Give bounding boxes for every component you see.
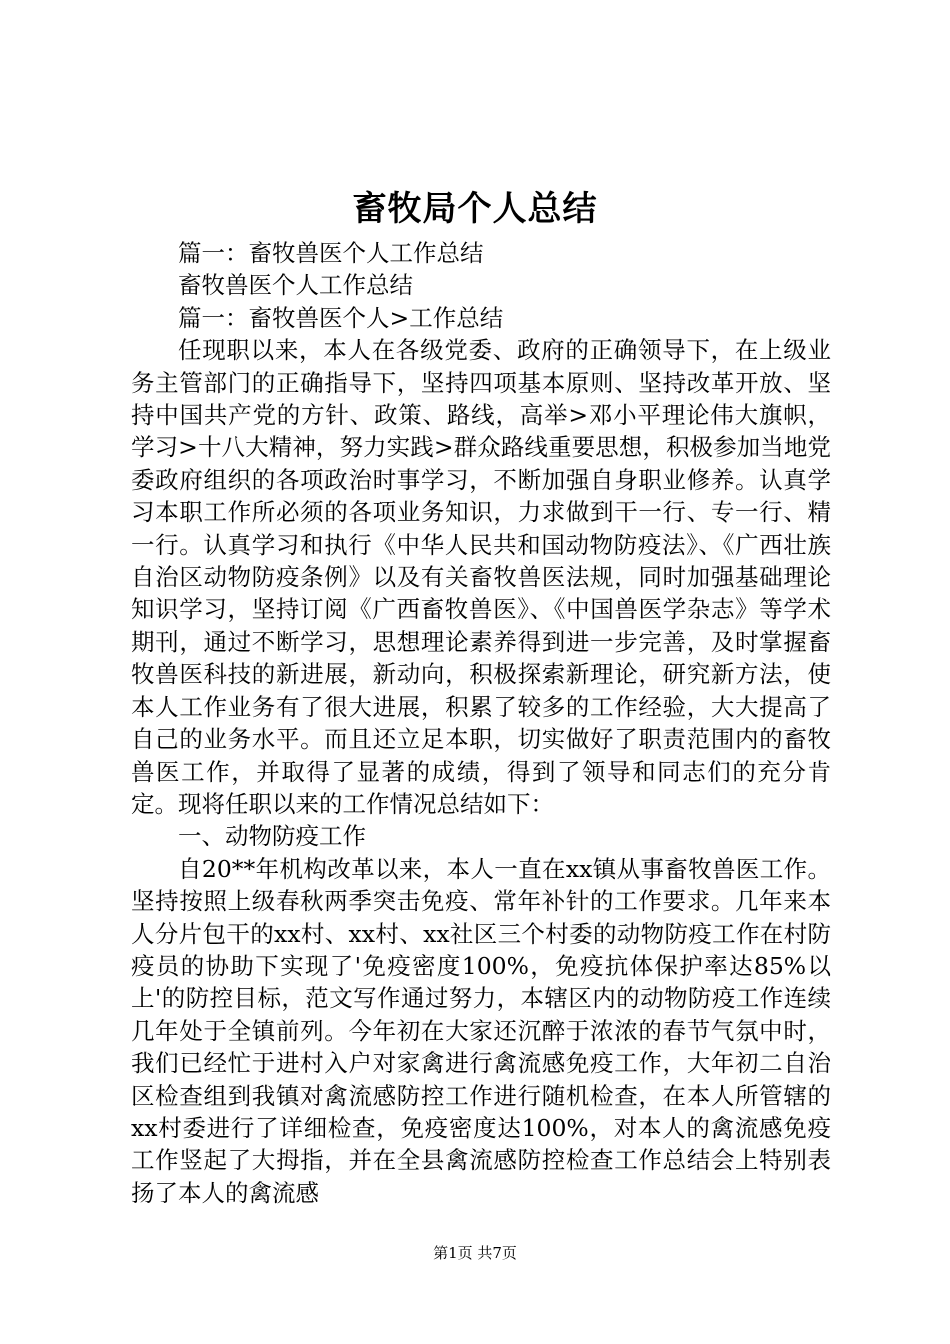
paragraph-subtitle: 畜牧兽医个人工作总结: [178, 271, 413, 300]
document-body: [131, 237, 831, 1209]
paragraph-introduction: 任现职以来，本人在各级党委、政府的正确领导下，在上级业务主管部门的正确指导下，坚持四项基本原则、坚持改革开放、坚持中国共产党的方针、政策、路线，高举>邓小平理论伟大旗帜，学习>十八大精神，努力实践>群众路线重要思想，积极参加当地党委政府组织的各项政治时事学习，不断加强自身职业修养。认真学习本职工作所必须的各项业务知识，力求做到干一行、专一行、精一行。认真学习和执行《中华人民共和国动物防疫法》、《广西壮族自治区动物防疫条例》以及有关畜牧兽医法规，同时加强基础理论知识学习，坚持订阅《广西畜牧兽医》、《中国兽医学杂志》等学术期刊，通过不断学习，思想理论素养得到进一步完善，及时掌握畜牧兽医科技的新进展，新动向，积极探索新理论，研究新方法，使本人工作业务有了很大进展，积累了较多的工作经验，大大提高了自己的业务水平。而且还立足本职，切实做好了职责范围内的畜牧兽医工作，并取得了显著的成绩，得到了领导和同志们的充分肯定。现将任职以来的工作情况总结如下：: [131, 336, 831, 818]
paragraph-section-heading: 篇一：畜牧兽医个人工作总结: [178, 239, 484, 267]
paragraph-animal-epidemic-prevention: 自20**年机构改革以来，本人一直在xx镇从事畜牧兽医工作。坚持按照上级春秋两季突击免疫、常年补针的工作要求。几年来本人分片包干的xx村、xx村、xx社区三个村委的动物防疫工作在村防疫员的协助下实现了'免疫密度100%，免疫抗体保护率达85%以上'的防控目标，范文写作通过努力，本辖区内的动物防疫工作连续几年处于全镇前列。今年初在大家还沉醉于浓浓的春节气氛中时，我们已经忙于进村入户对家禽进行禽流感免疫工作，大年初二自治区检查组到我镇对禽流感防控工作进行随机检查，在本人所管辖的xx村委进行了详细检查，免疫密度达100%，对本人的禽流感免疫工作竖起了大拇指，并在全县禽流感防控检查工作总结会上特别表扬了本人的禽流感: [131, 854, 831, 1207]
paragraph-section-heading-repeat: 篇一：畜牧兽医个人>工作总结: [178, 303, 504, 332]
page-footer: 第1页 共7页: [433, 1244, 517, 1262]
document-title: 畜牧局个人总结: [352, 189, 598, 229]
paragraph-heading-animal-epidemic-prevention: 一、动物防疫工作: [178, 822, 366, 851]
